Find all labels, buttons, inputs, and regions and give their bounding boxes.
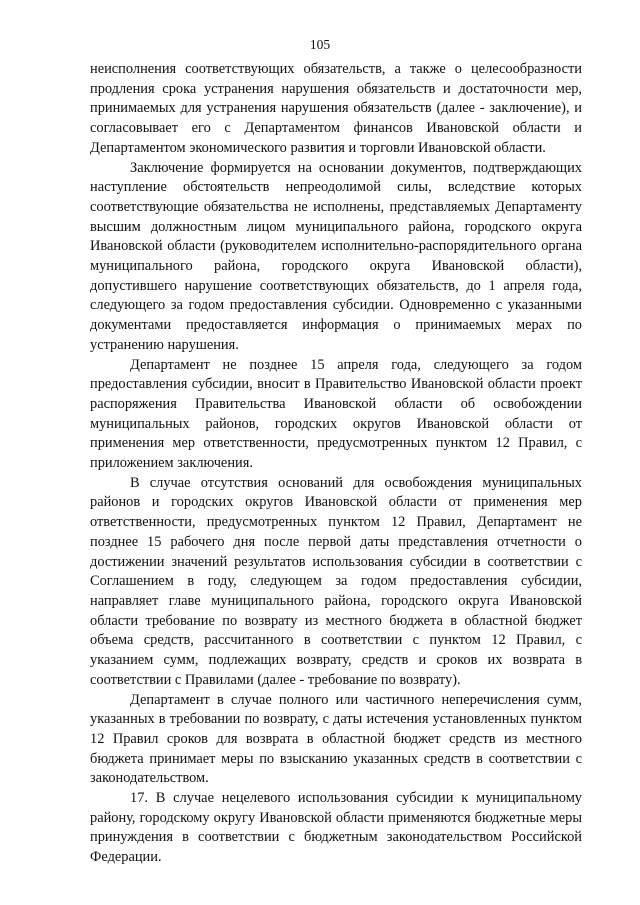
paragraph-conclusion-basis: Заключение формируется на основании документов, подтверждающих наступление обстоятельств непреодолимой силы, вследствие которых соответствующие обязательства не исполнены, представляемых Департаменту высшим должностным лицом муниципального района, городского округа Ивановской области (руководителем исполнительно-распорядительного органа муниципального района, городского округа Ивановской области), допустившего нарушение соответствующих обязательств, до 1 апреля года, следующего за годом предоставления субсидии. Одновременно с указанными документами предоставляется информация о принимаемых мерах по устранению нарушения. xyxy=(90,159,582,353)
paragraph-clause-17: 17. В случае нецелевого использования субсидии к муниципальному району, городскому округу Ивановской области применяются бюджетные меры принуждения в соответствии с бюджетным законодательством Российской Федерации. xyxy=(90,790,582,866)
paragraph-refund-requirement: В случае отсутствия оснований для освобождения муниципальных районов и городских округов Ивановской области от применения мер ответственности, предусмотренных пунктом 12 Правил, Департамент не позднее 15 рабочего дня после первой даты представления отчетности о достижении значений результатов использования субсидии в соответствии с Соглашением в году, следующем за годом предоставления субсидии, направляет главе муниципального района, городского округа Ивановской области требование по возврату из местного бюджета в областной бюджет объема средств, рассчитанного в соответствии с пунктом 12 Правил, с указанием сумм, подлежащих возврату, средств и сроков их возврата в соответствии с Правилами (далее - требование по возврату). xyxy=(90,474,582,688)
paragraph-recovery-measures: Департамент в случае полного или частичного неперечисления сумм, указанных в требовании по возврату, с даты истечения установленных пунктом 12 Правил сроков для возврата в областной бюджет средств из местного бюджета принимает меры по взысканию указанных средств в соответствии с законодательством. xyxy=(90,691,582,787)
paragraph-continuation: неисполнения соответствующих обязательств, а также о целесообразности продления срока устранения нарушения обязательств и достаточности мер, принимаемых для устранения нарушения обязательств (далее - заключение), и согласовывает его с Департаментом финансов Ивановской области и Департаментом экономического развития и торговли Ивановской области. xyxy=(90,61,582,156)
page-number: 105 xyxy=(309,37,331,52)
paragraph-government-order: Департамент не позднее 15 апреля года, следующего за годом предоставления субсидии, вносит в Правительство Ивановской области проект распоряжения Правительства Ивановской области об освобождении муниципальных районов, городских округов Ивановской области от применения мер ответственности, предусмотренных пунктом 12 Правил, с приложением заключения. xyxy=(90,356,582,472)
document-body xyxy=(90,60,582,868)
